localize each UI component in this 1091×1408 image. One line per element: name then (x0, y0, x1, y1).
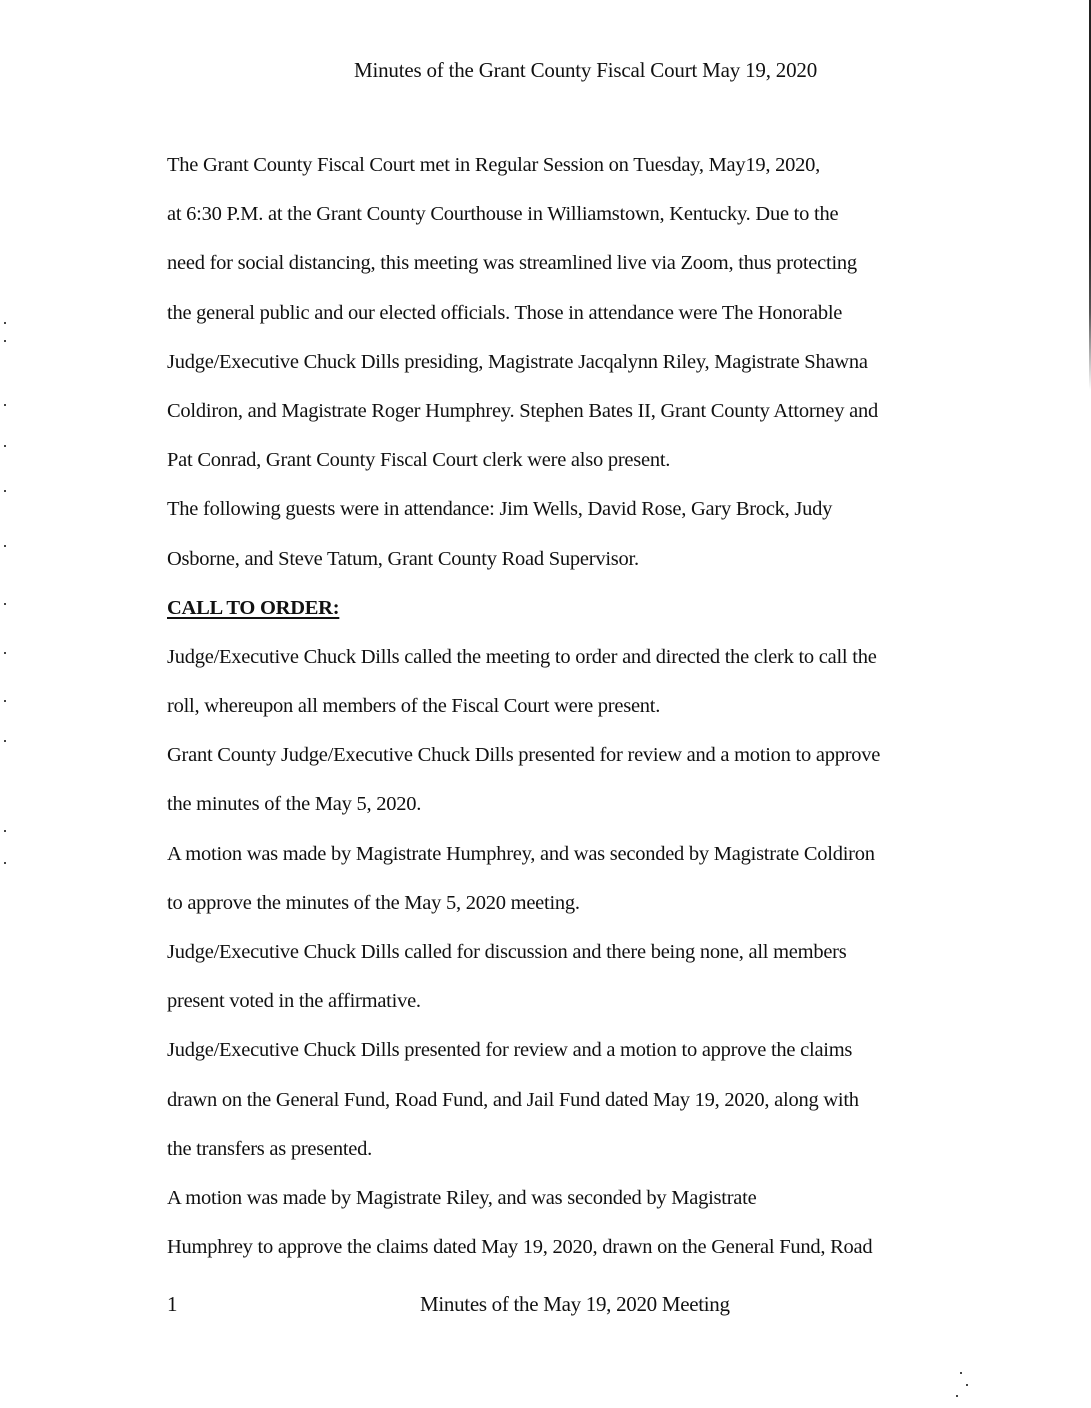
scan-speck (956, 1395, 958, 1397)
scan-speck (4, 830, 6, 832)
body-line: Osborne, and Steve Tatum, Grant County Road Supervisor. (167, 547, 639, 570)
section-line: Judge/Executive Chuck Dills presented for review and a motion to approve the claims (167, 1039, 853, 1062)
scan-speck (4, 603, 6, 605)
scan-speck (4, 340, 6, 342)
scan-speck (4, 862, 6, 864)
scan-speck (966, 1384, 968, 1386)
section-line: Grant County Judge/Executive Chuck Dills presented for review and a motion to approve (167, 744, 881, 767)
page-header: Minutes of the Grant County Fiscal Court May 19, 2020 (353, 58, 818, 82)
body-line: need for social distancing, this meeting was streamlined live via Zoom, thus protecting (167, 252, 857, 275)
section-heading-text: CALL TO ORDER: (167, 596, 340, 619)
scan-speck (4, 445, 6, 447)
section-line: drawn on the General Fund, Road Fund, and Jail Fund dated May 19, 2020, along with (167, 1088, 859, 1111)
body-line: The Grant County Fiscal Court met in Regular Session on Tuesday, May19, 2020, (167, 154, 821, 176)
scan-speck (4, 404, 6, 406)
body-line: the general public and our elected officials. Those in attendance were The Honorable (167, 301, 843, 324)
section-line: the minutes of the May 5, 2020. (167, 793, 422, 816)
section-line: present voted in the affirmative. (167, 990, 421, 1013)
section-line: roll, whereupon all members of the Fiscal Court were present. (167, 695, 661, 718)
body-line: Pat Conrad, Grant County Fiscal Court clerk were also present. (167, 449, 671, 472)
body-line: The following guests were in attendance: Jim Wells, David Rose, Gary Brock, Judy (167, 498, 833, 521)
scan-speck (4, 490, 6, 492)
body-line: at 6:30 P.M. at the Grant County Courthouse in Williamstown, Kentucky. Due to the (167, 203, 839, 226)
scan-speck (960, 1372, 962, 1374)
scan-speck (4, 545, 6, 547)
scan-speck (4, 740, 6, 742)
section-line: Judge/Executive Chuck Dills called the meeting to order and directed the clerk to call the (167, 645, 877, 668)
body-line: Judge/Executive Chuck Dills presiding, Magistrate Jacqalynn Riley, Magistrate Shawna (167, 350, 868, 373)
section-line: A motion was made by Magistrate Riley, and was seconded by Magistrate (167, 1186, 757, 1209)
footer-title: Minutes of the May 19, 2020 Meeting (420, 1292, 730, 1316)
scan-speck (4, 322, 6, 324)
section-line: to approve the minutes of the May 5, 2020 meeting. (167, 891, 580, 914)
document-body (167, 150, 947, 1281)
body-line: Coldiron, and Magistrate Roger Humphrey. Stephen Bates II, Grant County Attorney and (167, 399, 878, 422)
section-line: the transfers as presented. (167, 1137, 372, 1160)
section-line: Humphrey to approve the claims dated May 19, 2020, drawn on the General Fund, Road (167, 1236, 873, 1259)
scan-speck (4, 652, 6, 654)
section-line: A motion was made by Magistrate Humphrey, and was seconded by Magistrate Coldiron (167, 842, 875, 865)
section-heading-call-to-order (167, 593, 947, 642)
scan-speck (4, 700, 6, 702)
page-number: 1 (167, 1292, 178, 1316)
section-line: Judge/Executive Chuck Dills called for discussion and there being none, all members (167, 941, 847, 963)
